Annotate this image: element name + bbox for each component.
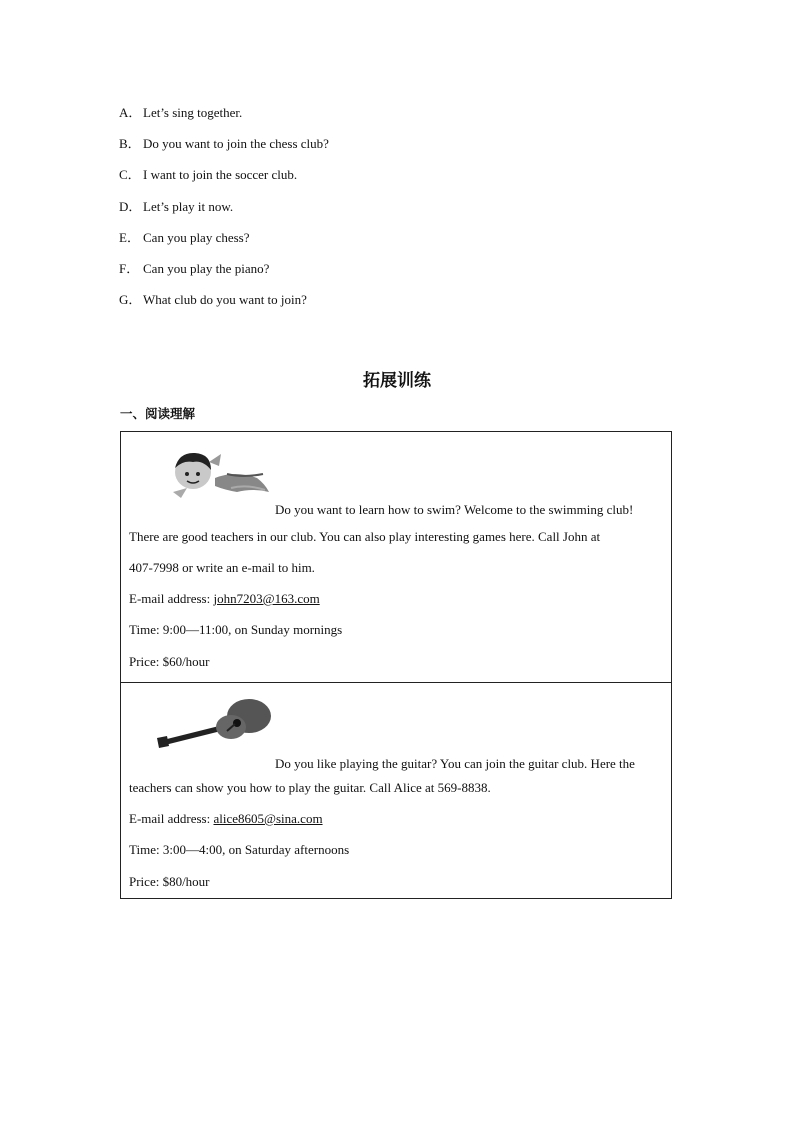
answer-options — [119, 104, 329, 322]
option-a: A． Let’s sing together. — [119, 105, 243, 120]
guitar-club-ad: Do you like playing the guitar? You can join the guitar club. Here the teachers can show you how to play the guitar. Call Alice at 569-8838. E-mail address: alice8605@sina.com Time: 3:00—4:00, on Saturday afternoons Price: $80/hour — [121, 682, 671, 900]
option-b: B． Do you want to join the chess club? — [119, 136, 329, 152]
option-d: D． Let’s play it now. — [119, 198, 234, 214]
guitar-icon — [157, 696, 273, 754]
swimmer-icon — [165, 448, 273, 506]
swimming-club-ad: Do you want to learn how to swim? Welcome to the swimming club! There are good teachers in our club. You can also play interesting games here. Call John at 407-7998 or write an e-mail to him. E-mail address: john7203@163.com Time: 9:00—11:00, on Sunday mornings Price: $60/hour — [121, 432, 671, 683]
part-title: 一、阅读理解 — [120, 406, 196, 421]
email-link[interactable]: alice8605@sina.com — [213, 811, 323, 826]
reading-table — [120, 431, 672, 899]
option-f: F． Can you play the piano? — [119, 260, 270, 276]
option-c: C． I want to join the soccer club. — [119, 167, 298, 183]
section-title: 拓展训练 — [363, 371, 431, 391]
email-link[interactable]: john7203@163.com — [213, 591, 320, 606]
option-g: G． What club do you want to join? — [119, 292, 307, 308]
option-e: E． Can you play chess? — [119, 229, 250, 245]
